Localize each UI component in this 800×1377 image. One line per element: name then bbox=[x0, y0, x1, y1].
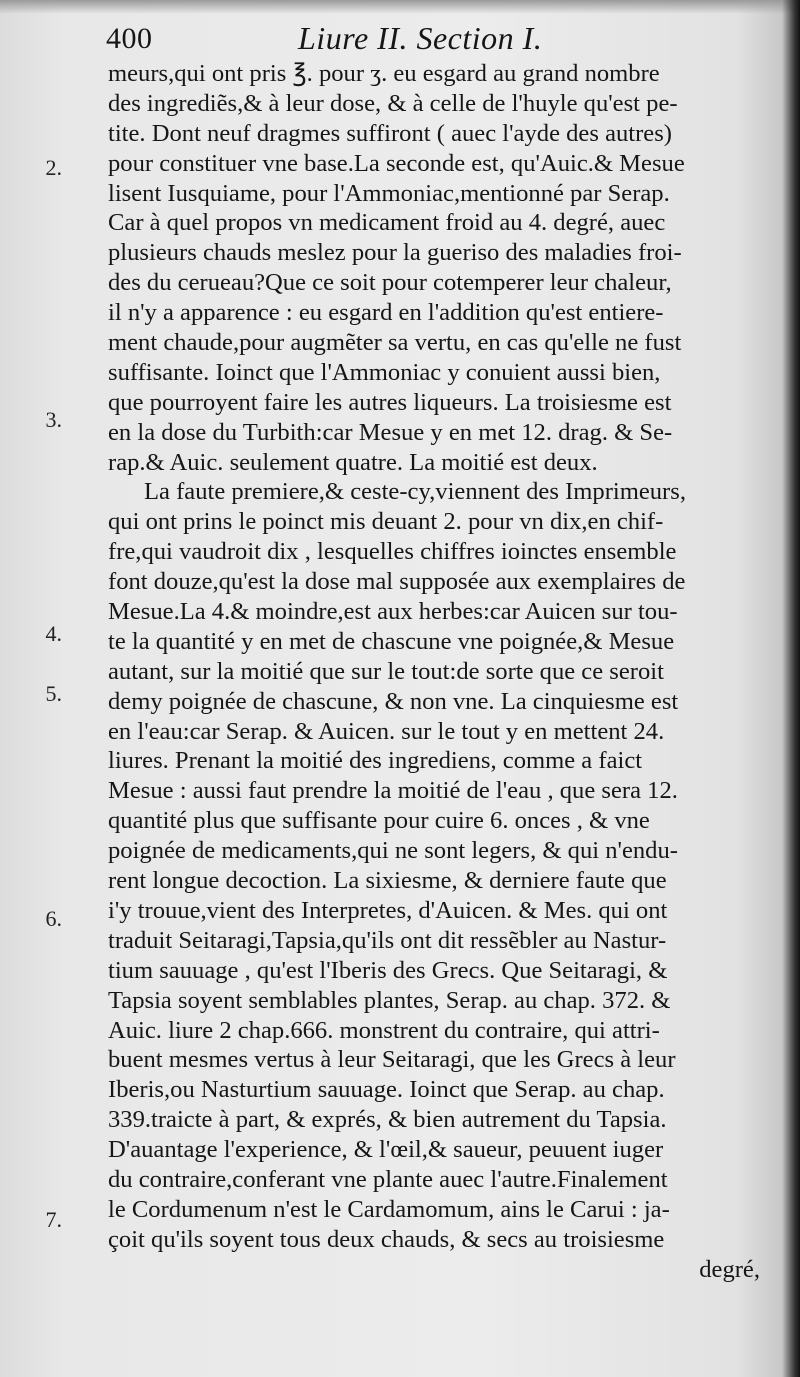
text-line: rent longue decoction. La sixiesme, & derniere faute que bbox=[108, 867, 667, 895]
margin-note: 4. bbox=[45, 621, 62, 646]
text-line: en la dose du Turbith:car Mesue y en met 12. drag. & Se- bbox=[108, 418, 673, 446]
text-line: traduit Seitaragi,Tapsia,qu'ils ont dit ressẽbler au Nastur- bbox=[108, 926, 667, 954]
text-line: te la quantité y en met de chascune vne poignée,& Mesue bbox=[108, 627, 675, 655]
running-title: Liure II. Section I. bbox=[298, 20, 543, 56]
text-line: font douze,qu'est la dose mal supposée aux exemplaires de bbox=[108, 568, 686, 596]
catchword: degré, bbox=[699, 1255, 760, 1283]
text-line: D'auantage l'experience, & l'œil,& saueur, peuuent iuger bbox=[108, 1136, 664, 1164]
margin-note: 2. bbox=[45, 155, 62, 180]
page-header bbox=[106, 20, 766, 60]
text-line: tium sauuage , qu'est l'Iberis des Grecs. Que Seitaragi, & bbox=[108, 956, 668, 984]
text-line: du contraire,conferant vne plante auec l'autre.Finalement bbox=[108, 1165, 668, 1193]
text-line: qui ont prins le poinct mis deuant 2. pour vn dix,en chif- bbox=[108, 508, 664, 536]
text-line: Auic. liure 2 chap.666. monstrent du contraire, qui attri- bbox=[108, 1016, 660, 1044]
text-line: La faute premiere,& ceste-cy,viennent des Imprimeurs, bbox=[144, 478, 686, 506]
page-binding-edge bbox=[782, 0, 800, 1377]
text-line: 339.traicte à part, & exprés, & bien autrement du Tapsia. bbox=[108, 1106, 667, 1134]
margin-note: 3. bbox=[45, 407, 62, 432]
text-line: Car à quel propos vn medicament froid au 4. degré, auec bbox=[108, 209, 666, 237]
text-line: Tapsia soyent semblables plantes, Serap. au chap. 372. & bbox=[108, 986, 671, 1014]
text-line: Iberis,ou Nasturtium sauuage. Ioinct que Serap. au chap. bbox=[108, 1076, 665, 1104]
text-line: plusieurs chauds meslez pour la gueriso des maladies froi- bbox=[108, 239, 682, 267]
text-line: poignée de medicaments,qui ne sont legers, & qui n'endu- bbox=[108, 837, 678, 865]
text-line: çoit qu'ils soyent tous deux chauds, & secs au troisiesme bbox=[108, 1225, 665, 1253]
text-line: rap.& Auic. seulement quatre. La moitié est deux. bbox=[108, 448, 598, 476]
text-line: fre,qui vaudroit dix , lesquelles chiffres ioinctes ensemble bbox=[108, 538, 677, 566]
text-line: buent mesmes vertus à leur Seitaragi, que les Grecs à leur bbox=[108, 1046, 676, 1074]
text-line: autant, sur la moitié que sur le tout:de sorte que ce seroit bbox=[108, 657, 664, 685]
body-text bbox=[108, 59, 768, 1285]
text-line: en l'eau:car Serap. & Auicen. sur le tout y en mettent 24. bbox=[108, 717, 665, 745]
text-line: Mesue.La 4.& moindre,est aux herbes:car Auicen sur tou- bbox=[108, 598, 678, 626]
text-line: suffisante. Ioinct que l'Ammoniac y conuient aussi bien, bbox=[108, 358, 661, 386]
text-line: demy poignée de chascune, & non vne. La cinquiesme est bbox=[108, 687, 679, 715]
page-top-shadow bbox=[0, 0, 800, 14]
text-line: tite. Dont neuf dragmes suffiront ( auec l'ayde des autres) bbox=[108, 119, 672, 147]
text-line: ment chaude,pour augmẽter sa vertu, en cas qu'elle ne fust bbox=[108, 329, 682, 357]
text-line: pour constituer vne base.La seconde est, qu'Auic.& Mesue bbox=[108, 149, 685, 177]
page-number: 400 bbox=[106, 22, 153, 55]
margin-note: 5. bbox=[45, 681, 62, 706]
text-line: liures. Prenant la moitié des ingrediens, comme a faict bbox=[108, 747, 643, 775]
text-line: des du cerueau?Que ce soit pour cotemperer leur chaleur, bbox=[108, 269, 672, 297]
margin-note: 6. bbox=[45, 906, 62, 931]
text-line: des ingrediẽs,& à leur dose, & à celle de l'huyle qu'est pe- bbox=[108, 89, 678, 117]
text-line: que pourroyent faire les autres liqueurs. La troisiesme est bbox=[108, 388, 672, 416]
text-line: quantité plus que suffisante pour cuire 6. onces , & vne bbox=[108, 807, 650, 835]
text-line: i'y trouue,vient des Interpretes, d'Auicen. & Mes. qui ont bbox=[108, 896, 668, 924]
text-line: il n'y a apparence : eu esgard en l'addition qu'est entiere- bbox=[108, 299, 664, 327]
text-line: Mesue : aussi faut prendre la moitié de l'eau , que sera 12. bbox=[108, 777, 678, 805]
margin-note: 7. bbox=[45, 1207, 62, 1232]
text-line: lisent Iusquiame, pour l'Ammoniac,mentionné par Serap. bbox=[108, 179, 670, 207]
text-line: le Cordumenum n'est le Cardamomum, ains le Carui : ja- bbox=[108, 1195, 670, 1223]
text-line: meurs,qui ont pris ℥. pour ʒ. eu esgard au grand nombre bbox=[108, 60, 660, 87]
